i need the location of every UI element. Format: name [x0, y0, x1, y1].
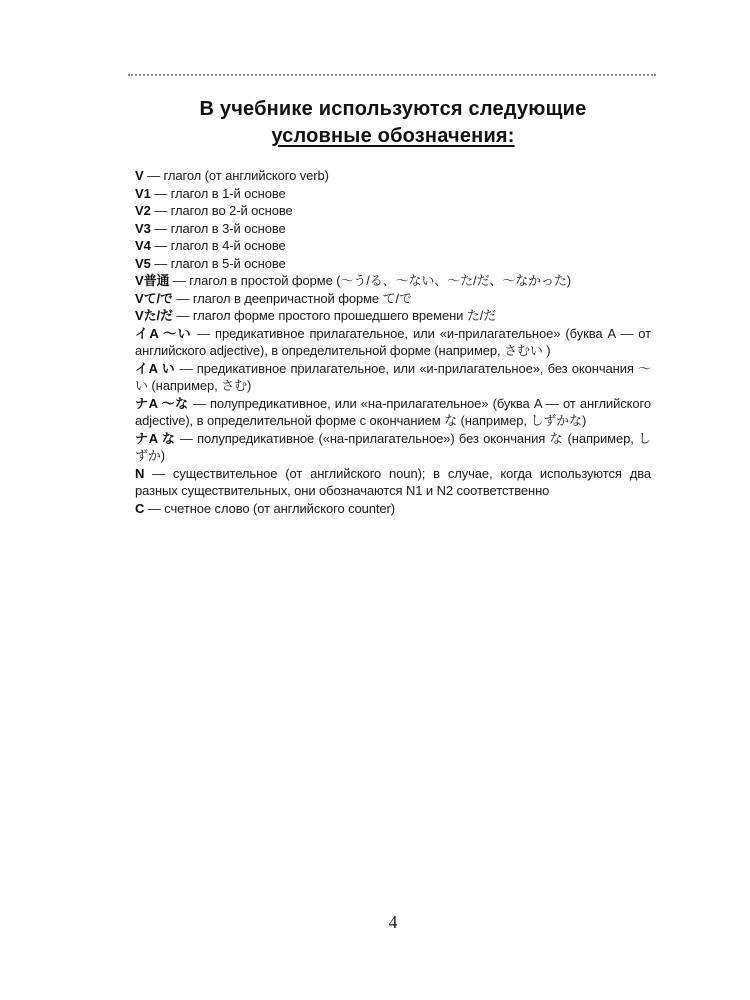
page-title-line2: условные обозначения: — [271, 125, 515, 147]
legend-text: — предикативное прилагательное, или «и-прилагательное», без окончания 〜い (например, さむ) — [135, 360, 652, 393]
legend-symbol: V普通 — [135, 273, 170, 288]
legend-entry-n — [135, 465, 651, 500]
legend-text: — глагол в 5-й основе — [154, 255, 286, 271]
legend-symbol: ナA 〜な — [135, 395, 189, 411]
page-number: 4 — [388, 912, 398, 932]
legend-symbol: Vた/だ — [135, 308, 173, 323]
legend-entry-v2 — [135, 202, 651, 220]
legend-text: — глагол в 1-й основе — [154, 185, 286, 201]
legend-list — [135, 167, 651, 517]
legend-text: — глагол форме простого прошедшего времени た/だ — [176, 308, 497, 323]
legend-entry-v-te — [135, 290, 651, 308]
legend-text: — глагол в 3-й основе — [154, 220, 286, 236]
legend-entry-v4 — [135, 237, 651, 255]
legend-entry-v-plain — [135, 272, 651, 290]
legend-text: — глагол (от английского verb) — [147, 168, 329, 183]
legend-text: — счетное слово (от английского counter) — [147, 500, 395, 516]
legend-entry-c — [135, 500, 651, 518]
legend-symbol: V — [135, 168, 144, 183]
legend-symbol: イA い — [135, 360, 176, 376]
page-title — [135, 96, 651, 150]
legend-text: — глагол во 2-й основе — [154, 203, 293, 218]
legend-symbol: Vて/で — [135, 290, 173, 306]
legend-symbol: V3 — [135, 220, 151, 236]
legend-text: — предикативное прилагательное, или «и-прилагательное» (буква A — от английского adjective), в определительной форме (например, さむい ) — [135, 325, 651, 358]
legend-symbol: V4 — [135, 238, 151, 253]
legend-text: — глагол в 4-й основе — [154, 238, 286, 253]
legend-text: — глагол в деепричастной форме て/で — [176, 290, 412, 306]
legend-entry-v3 — [135, 220, 651, 238]
legend-symbol: V1 — [135, 185, 151, 201]
legend-text: — глагол в простой форме (〜う/る、〜ない、〜た/だ、〜なかった) — [172, 273, 572, 288]
legend-text: — существительное (от английского noun); в случае, когда используются два разных существительных, они обозначаются N1 и N2 соответственно — [135, 465, 651, 498]
page-title-line1: В учебнике используются следующие — [199, 98, 587, 120]
legend-symbol: V2 — [135, 203, 151, 218]
legend-entry-i-adj-full — [135, 325, 651, 360]
legend-text: — полупредикативное («на-прилагательное») без окончания な (например, しずか) — [135, 430, 652, 463]
legend-symbol: ナA な — [135, 430, 176, 446]
legend-symbol: C — [135, 500, 145, 516]
legend-entry-na-adj-full — [135, 395, 651, 430]
legend-symbol: イA 〜い — [135, 325, 193, 341]
legend-entry-v1 — [135, 185, 651, 203]
legend-entry-v5 — [135, 255, 651, 273]
legend-entry-v — [135, 167, 651, 185]
legend-symbol: N — [135, 465, 145, 481]
legend-symbol: V5 — [135, 255, 151, 271]
legend-entry-na-adj-stem — [135, 430, 651, 465]
legend-text: — полупредикативное, или «на-прилагательное» (буква A — от английского adjective), в определительной форме с окончанием な (например, しずかな) — [135, 395, 651, 428]
legend-entry-i-adj-stem — [135, 360, 651, 395]
dotted-divider — [128, 74, 656, 76]
legend-entry-v-ta — [135, 307, 651, 325]
